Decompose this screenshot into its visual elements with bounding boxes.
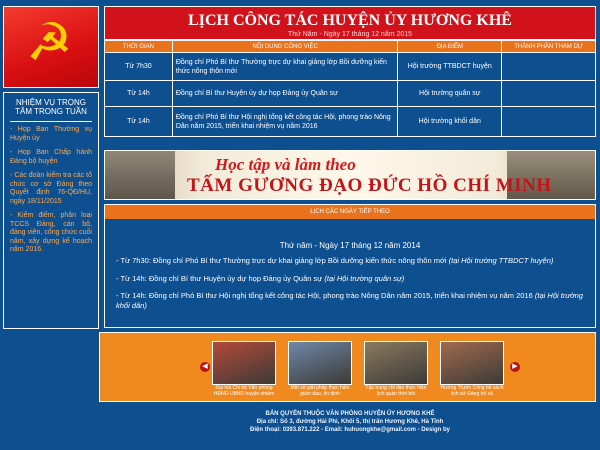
gallery-image: [364, 341, 428, 385]
column-header-time: THỜI GIAN: [105, 41, 173, 53]
cell-participants: [502, 81, 596, 107]
column-header-content: NỘI DUNG CÔNG VIỆC: [172, 41, 397, 53]
schedule-table: [104, 40, 596, 137]
column-header-participants: THÀNH PHẦN THAM DỰ: [502, 41, 596, 53]
gallery-caption: Hướng Trước Công bố sách lịch sử Đảng bộ xã: [440, 385, 504, 397]
cell-time: Từ 14h: [105, 81, 173, 107]
photo-gallery: [99, 332, 596, 402]
gallery-caption: Đại hội Chi bộ Văn phòng HĐND-UBND huyện nhiệm: [213, 385, 275, 397]
upcoming-event: - Từ 14h: Đồng chí Bí thư Huyện ủy dự họp Đảng ủy Quân sự (tại Hội trường quân sự): [116, 273, 405, 283]
banner-line-1: Học tập và làm theo: [215, 155, 356, 174]
ho-chi-minh-banner[interactable]: [104, 150, 596, 200]
cell-place: Hội trường khối dân: [398, 107, 502, 137]
sidebar-task-item[interactable]: - Các đoàn kiểm tra các tổ chức cơ sở Đảng theo Quyết định 76-QĐ/HU, ngày 18/11/2015: [10, 172, 92, 205]
gallery-caption: Tập trung chỉ đạo thực hiện lịch quán thời bồi: [365, 385, 427, 397]
footer-copyright: BẢN QUYỀN THUỘC VĂN PHÒNG HUYỆN ỦY HƯƠNG KHÊ: [265, 411, 435, 417]
page-footer: [104, 410, 596, 434]
cell-place: Hội trường TTBDCT huyện: [398, 53, 502, 81]
gallery-image: [212, 341, 276, 385]
banner-line-2: TẤM GƯƠNG ĐẠO ĐỨC HỒ CHÍ MINH: [187, 175, 552, 196]
footer-contact[interactable]: Điện thoại: 0393.871.222 - Email: huhuongkhe@gmail.com - Design by: [250, 427, 450, 433]
upcoming-date: Thứ năm - Ngày 17 tháng 12 năm 2014: [279, 241, 421, 250]
party-flag-logo: [3, 6, 99, 88]
upcoming-title: LỊCH CÁC NGÀY TIẾP THEO: [105, 205, 595, 219]
banner-photo-left: [105, 151, 175, 200]
table-row: [105, 53, 596, 81]
page-title: LỊCH CÔNG TÁC HUYỆN ỦY HƯƠNG KHÊ: [188, 12, 512, 29]
gallery-image: [288, 341, 352, 385]
sidebar-title: NHIỆM VỤ TRỌNG TÂM TRONG TUẦN: [10, 98, 92, 122]
sidebar-task-item[interactable]: - Họp Ban Thường vụ Huyện ủy: [10, 126, 92, 142]
cell-place: Hội trường quân sự: [398, 81, 502, 107]
upcoming-event: - Từ 7h30: Đồng chí Phó Bí thư Thường trực dự khai giảng lớp Bồi dưỡng kiến thức nông thôn mới (tại Hội trường TTBDCT huyện): [116, 256, 554, 265]
cell-participants: [502, 53, 596, 81]
column-header-place: ĐỊA ĐIỂM: [398, 41, 502, 53]
gallery-thumb[interactable]: [212, 341, 276, 397]
weekly-tasks-sidebar: [3, 92, 99, 329]
sidebar-task-item[interactable]: - Họp Ban Chấp hành Đảng bộ huyện: [10, 149, 92, 165]
table-row: [105, 107, 596, 137]
table-row: [105, 81, 596, 107]
cell-content: Đồng chí Bí thư Huyện ủy dự họp Đảng ủy Quân sự: [172, 81, 397, 107]
table-header-row: [105, 41, 596, 53]
gallery-image: [440, 341, 504, 385]
cell-time: Từ 14h: [105, 107, 173, 137]
upcoming-event: - Từ 14h: Đồng chí Phó Bí thư Hội nghị tổng kết công tác Hội, phong trào Nông Dân năm 2015, triển khai nhiệm vụ năm 2016 (tại Hội trường khối dân): [116, 291, 583, 310]
footer-address: Địa chỉ: Số 3, đường Hải Phi, Khối 5, thị trấn Hương Khê, Hà Tĩnh: [256, 419, 444, 425]
cell-participants: [502, 107, 596, 137]
hammer-sickle-icon: ☭: [26, 13, 73, 73]
chevron-right-icon[interactable]: ▶: [510, 362, 520, 372]
header-date: Thứ Năm - Ngày 17 tháng 12 năm 2015: [287, 31, 413, 38]
gallery-caption: Một số giải pháp thực hiện giảm đau, ổn định: [290, 385, 350, 397]
upcoming-schedule-panel: [104, 204, 596, 328]
sidebar-task-item[interactable]: - Kiểm điểm, phân loại TCCS Đảng, cán bộ, đảng viên, công chức cuối năm, xây dựng kế hoạch năm 2016.: [10, 212, 92, 253]
cell-content: Đồng chí Phó Bí thư Thường trực dự khai giảng lớp Bồi dưỡng kiến thức nông thôn mới: [172, 53, 397, 81]
cell-time: Từ 7h30: [105, 53, 173, 81]
chevron-left-icon[interactable]: ◀: [200, 362, 210, 372]
cell-content: Đồng chí Phó Bí thư Hội nghị tổng kết công tác Hội, phong trào Nông Dân năm 2015, triển khai nhiệm vụ năm 2016: [172, 107, 397, 137]
page-header: [104, 6, 596, 40]
gallery-thumb[interactable]: [440, 341, 504, 397]
gallery-thumb[interactable]: [288, 341, 352, 397]
gallery-thumb[interactable]: [364, 341, 428, 397]
